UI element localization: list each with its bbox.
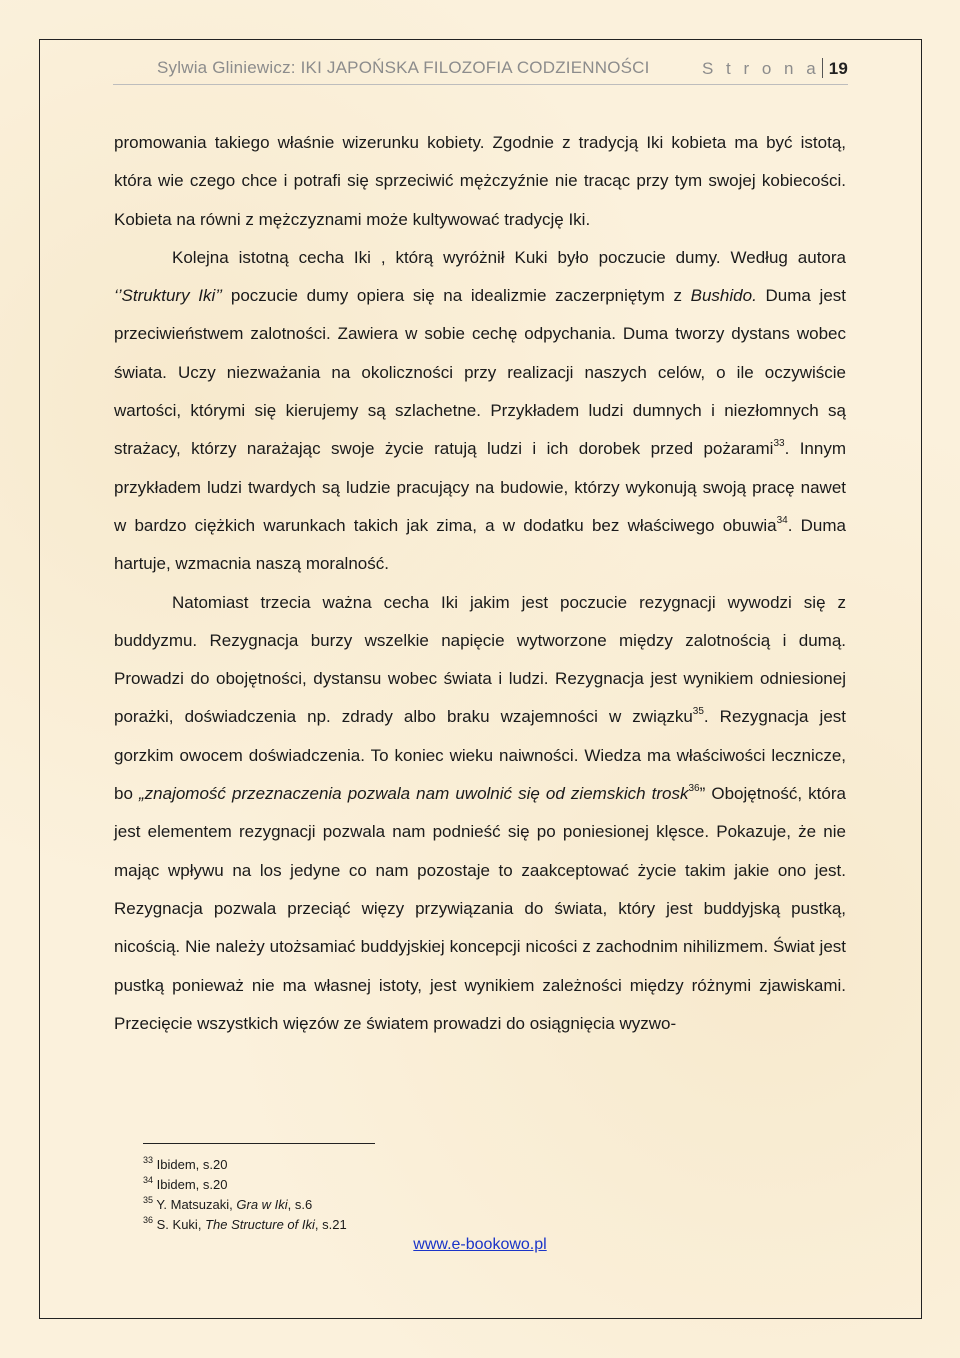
footnote-number: 33 [143,1155,154,1165]
footnote-separator [143,1143,375,1144]
paragraph-3 [114,584,846,1044]
p2-text-d: . Innym przykładem ludzi twardych są ludzie pracujący na budowie, którzy wykonują swoją pracę nawet w bardzo ciężkich warunkach takich jak zima, a w dodatku bez właściwego obuwia [114,439,846,535]
footnote-author: S. Kuki, [156,1217,206,1232]
p3-text-b: . Rezygnacja jest gorzkim owocem doświadczenia. To koniec wieku naiwności. Wiedza ma właściwości lecznicze, bo [114,707,847,804]
paragraph-2 [114,239,846,584]
footnote-ref-35[interactable]: 35 [692,706,704,718]
footnotes [143,1155,347,1235]
footnote-page: , s.6 [287,1197,313,1212]
footnote-ref-34[interactable]: 34 [776,514,788,526]
p2-italic-bushido: Bushido. [690,286,757,306]
p2-text-b: poczucie dumy opiera się na idealizmie zaczerpniętym z [222,286,691,306]
footnote-text: Ibidem, s.20 [156,1177,228,1192]
footnote-page: , s.21 [314,1217,347,1232]
p2-text-c: Duma jest przeciwieństwem zalotności. Zawiera w sobie cechę odpychania. Duma tworzy dystans wobec świata. Uczy niezważania na okoliczności przy realizacji naszych celów, o ile oczywiście wartości, którymi się kierujemy są szlachetne. Przykładem ludzi dumnych i niezłomnych są strażacy, którzy narażając swoje życie ratują ludzi i ich dorobek przed pożarami [114,286,846,459]
header-page-label: S t r o n a [701,59,820,78]
website-link[interactable]: www.e-bookowo.pl [413,1236,547,1253]
footnote-title: Gra w Iki [236,1197,288,1212]
footnote-number: 35 [143,1195,154,1205]
footnote-35 [143,1195,347,1215]
paragraph-1: promowania takiego właśnie wizerunku kobiety. Zgodnie z tradycją Iki kobieta ma być istotą, która wie czego chce i potrafi się sprzeciwić mężczyźnie nie tracąc przy tym swojej kobiecości. Kobieta na równi z mężczyznami może kultywować tradycję Iki. [114,133,846,229]
p2-text-e: . Duma hartuje, wzmacnia naszą moralność. [114,515,846,574]
p2-italic-title: ‘’Struktury Iki’’ [114,286,223,306]
page-header [113,58,848,85]
header-page-indicator [702,58,848,79]
footnote-ref-36[interactable]: 36 [688,783,700,795]
footnote-text: Ibidem, s.20 [156,1157,228,1172]
footnote-title: The Structure of Iki [205,1217,315,1232]
footnote-number: 34 [143,1175,154,1185]
footnote-number: 36 [143,1215,154,1225]
header-page-number: 19 [828,59,848,78]
p3-text-c: Obojętność, która jest elementem rezygnacji pozwala nam podnieść się po poniesionej klęsce. Pokazuje, że nie mając wpływu na los jedyne co nam pozostaje to zaakceptować życie takim jakie ono jest. Rezygnacja pozwala przeciąć więzy przywiązania do świata, który jest buddyjską pustką, nicością. Nie należy utożsamiać buddyjskiej koncepcji nicości z zachodnim nihilizmem. Świat jest pustką ponieważ nie ma własnej istoty, jest wynikiem zależności między różnymi zjawiskami. Przecięcie wszystkich więzów ze światem prowadzi do osiągnięcia wyzwo- [114,784,846,1033]
footnote-36 [143,1215,347,1235]
p3-italic-quote: „znajomość przeznaczenia pozwala nam uwolnić się od ziemskich trosk [139,784,689,804]
footnote-33 [143,1155,347,1175]
main-text [114,124,846,1043]
p2-text-a: Kolejna istotną cecha Iki , którą wyróżnił Kuki było poczucie dumy. Według autora [172,247,846,267]
footnote-34 [143,1175,347,1195]
p3-text-a: Natomiast trzecia ważna cecha Iki jakim jest poczucie rezygnacji wywodzi się z buddyzmu. Rezygnacja burzy wszelkie napięcie wytworzone między zalotnością i dumą. Prowadzi do obojętności, dystansu wobec świata i ludzi. Rezygnacja jest wynikiem odniesionej porażki, doświadczenia np. zdrady albo braku wzajemności w związku [114,592,846,727]
header-title: Sylwia Gliniewicz: IKI JAPOŃSKA FILOZOFIA CODZIENNOŚCI [157,58,650,77]
p3-quote-close: ” [699,784,706,804]
footnote-author: Y. Matsuzaki, [156,1197,237,1212]
header-separator [822,58,823,78]
footnote-ref-33[interactable]: 33 [773,438,785,450]
